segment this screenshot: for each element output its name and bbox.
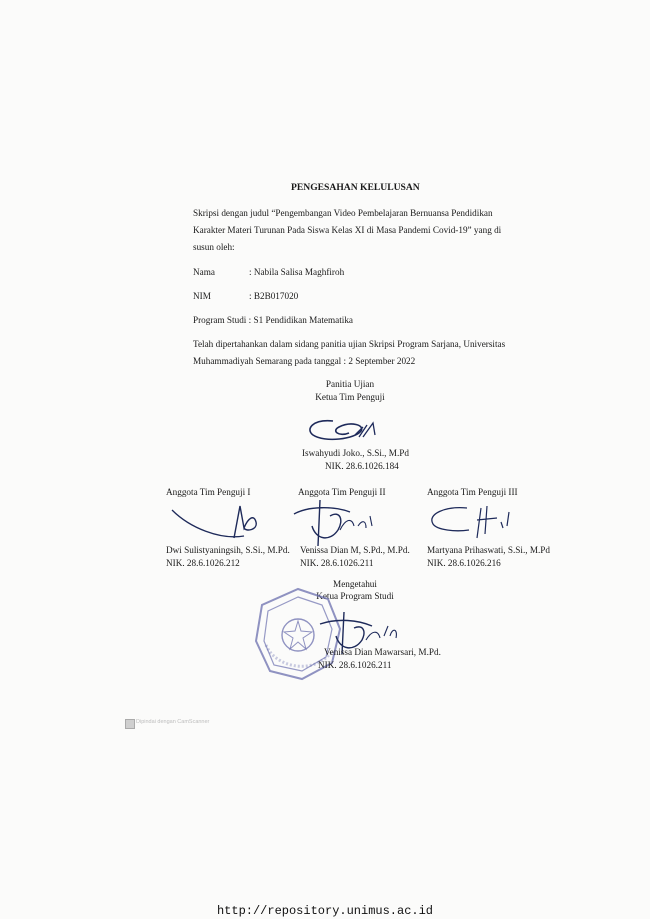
committee-header: Panitia Ujian xyxy=(325,379,375,389)
nim-value: : B2B017020 xyxy=(249,291,299,301)
chair-name: Iswahyudi Joko., S.Si., M.Pd xyxy=(302,448,409,458)
intro-line-2: Karakter Materi Turunan Pada Siswa Kelas XI di Masa Pandemi Covid-19” yang di xyxy=(193,225,502,235)
examiner-2-role: Anggota Tim Penguji II xyxy=(298,487,386,497)
program-head-name: Venissa Dian Mawarsari, M.Pd. xyxy=(324,647,441,657)
examiner-1-nik: NIK. 28.6.1026.212 xyxy=(166,558,240,568)
name-label: Nama xyxy=(193,267,215,277)
examiner-3-nik: NIK. 28.6.1026.216 xyxy=(427,558,501,568)
intro-line-1: Skripsi dengan judul “Pengembangan Video Pembelajaran Bernuansa Pendidikan xyxy=(193,208,493,218)
chair-signature xyxy=(303,413,383,449)
nim-label: NIM xyxy=(193,291,211,301)
examiner-3-signature xyxy=(425,498,525,542)
chair-title: Ketua Tim Penguji xyxy=(315,392,385,402)
examiner-2-name: Venissa Dian M, S.Pd., M.Pd. xyxy=(300,545,410,555)
program-head-title: Ketua Program Studi xyxy=(316,591,394,601)
name-value: : Nabila Salisa Maghfiroh xyxy=(249,267,345,277)
repository-url: http://repository.unimus.ac.id xyxy=(216,904,434,918)
examiner-1-role: Anggota Tim Penguji I xyxy=(166,487,251,497)
examiner-2-signature xyxy=(290,496,400,548)
program-head-nik: NIK. 28.6.1026.211 xyxy=(318,660,392,670)
defense-line-1: Telah dipertahankan dalam sidang panitia ujian Skripsi Program Sarjana, Universitas xyxy=(193,339,506,349)
examiner-2-nik: NIK. 28.6.1026.211 xyxy=(300,558,374,568)
examiner-3-name: Martyana Prihaswati, S.Si., M.Pd xyxy=(427,545,551,555)
examiner-3-role: Anggota Tim Penguji III xyxy=(427,487,518,497)
scanner-watermark: Dipindai dengan CamScanner xyxy=(136,719,210,725)
defense-line-2: Muhammadiyah Semarang pada tanggal : 2 September 2022 xyxy=(193,356,416,366)
program-line: Program Studi : S1 Pendidikan Matematika xyxy=(193,315,354,325)
page-title: PENGESAHAN KELULUSAN xyxy=(291,182,420,193)
examiner-1-name: Dwi Sulistyaningsih, S.Si., M.Pd. xyxy=(166,545,290,555)
approval-header: Mengetahui xyxy=(333,579,377,589)
examiner-1-signature xyxy=(170,498,270,546)
chair-nik: NIK. 28.6.1026.184 xyxy=(325,461,399,471)
camscanner-icon xyxy=(125,719,135,729)
intro-line-3: susun oleh: xyxy=(193,242,235,252)
